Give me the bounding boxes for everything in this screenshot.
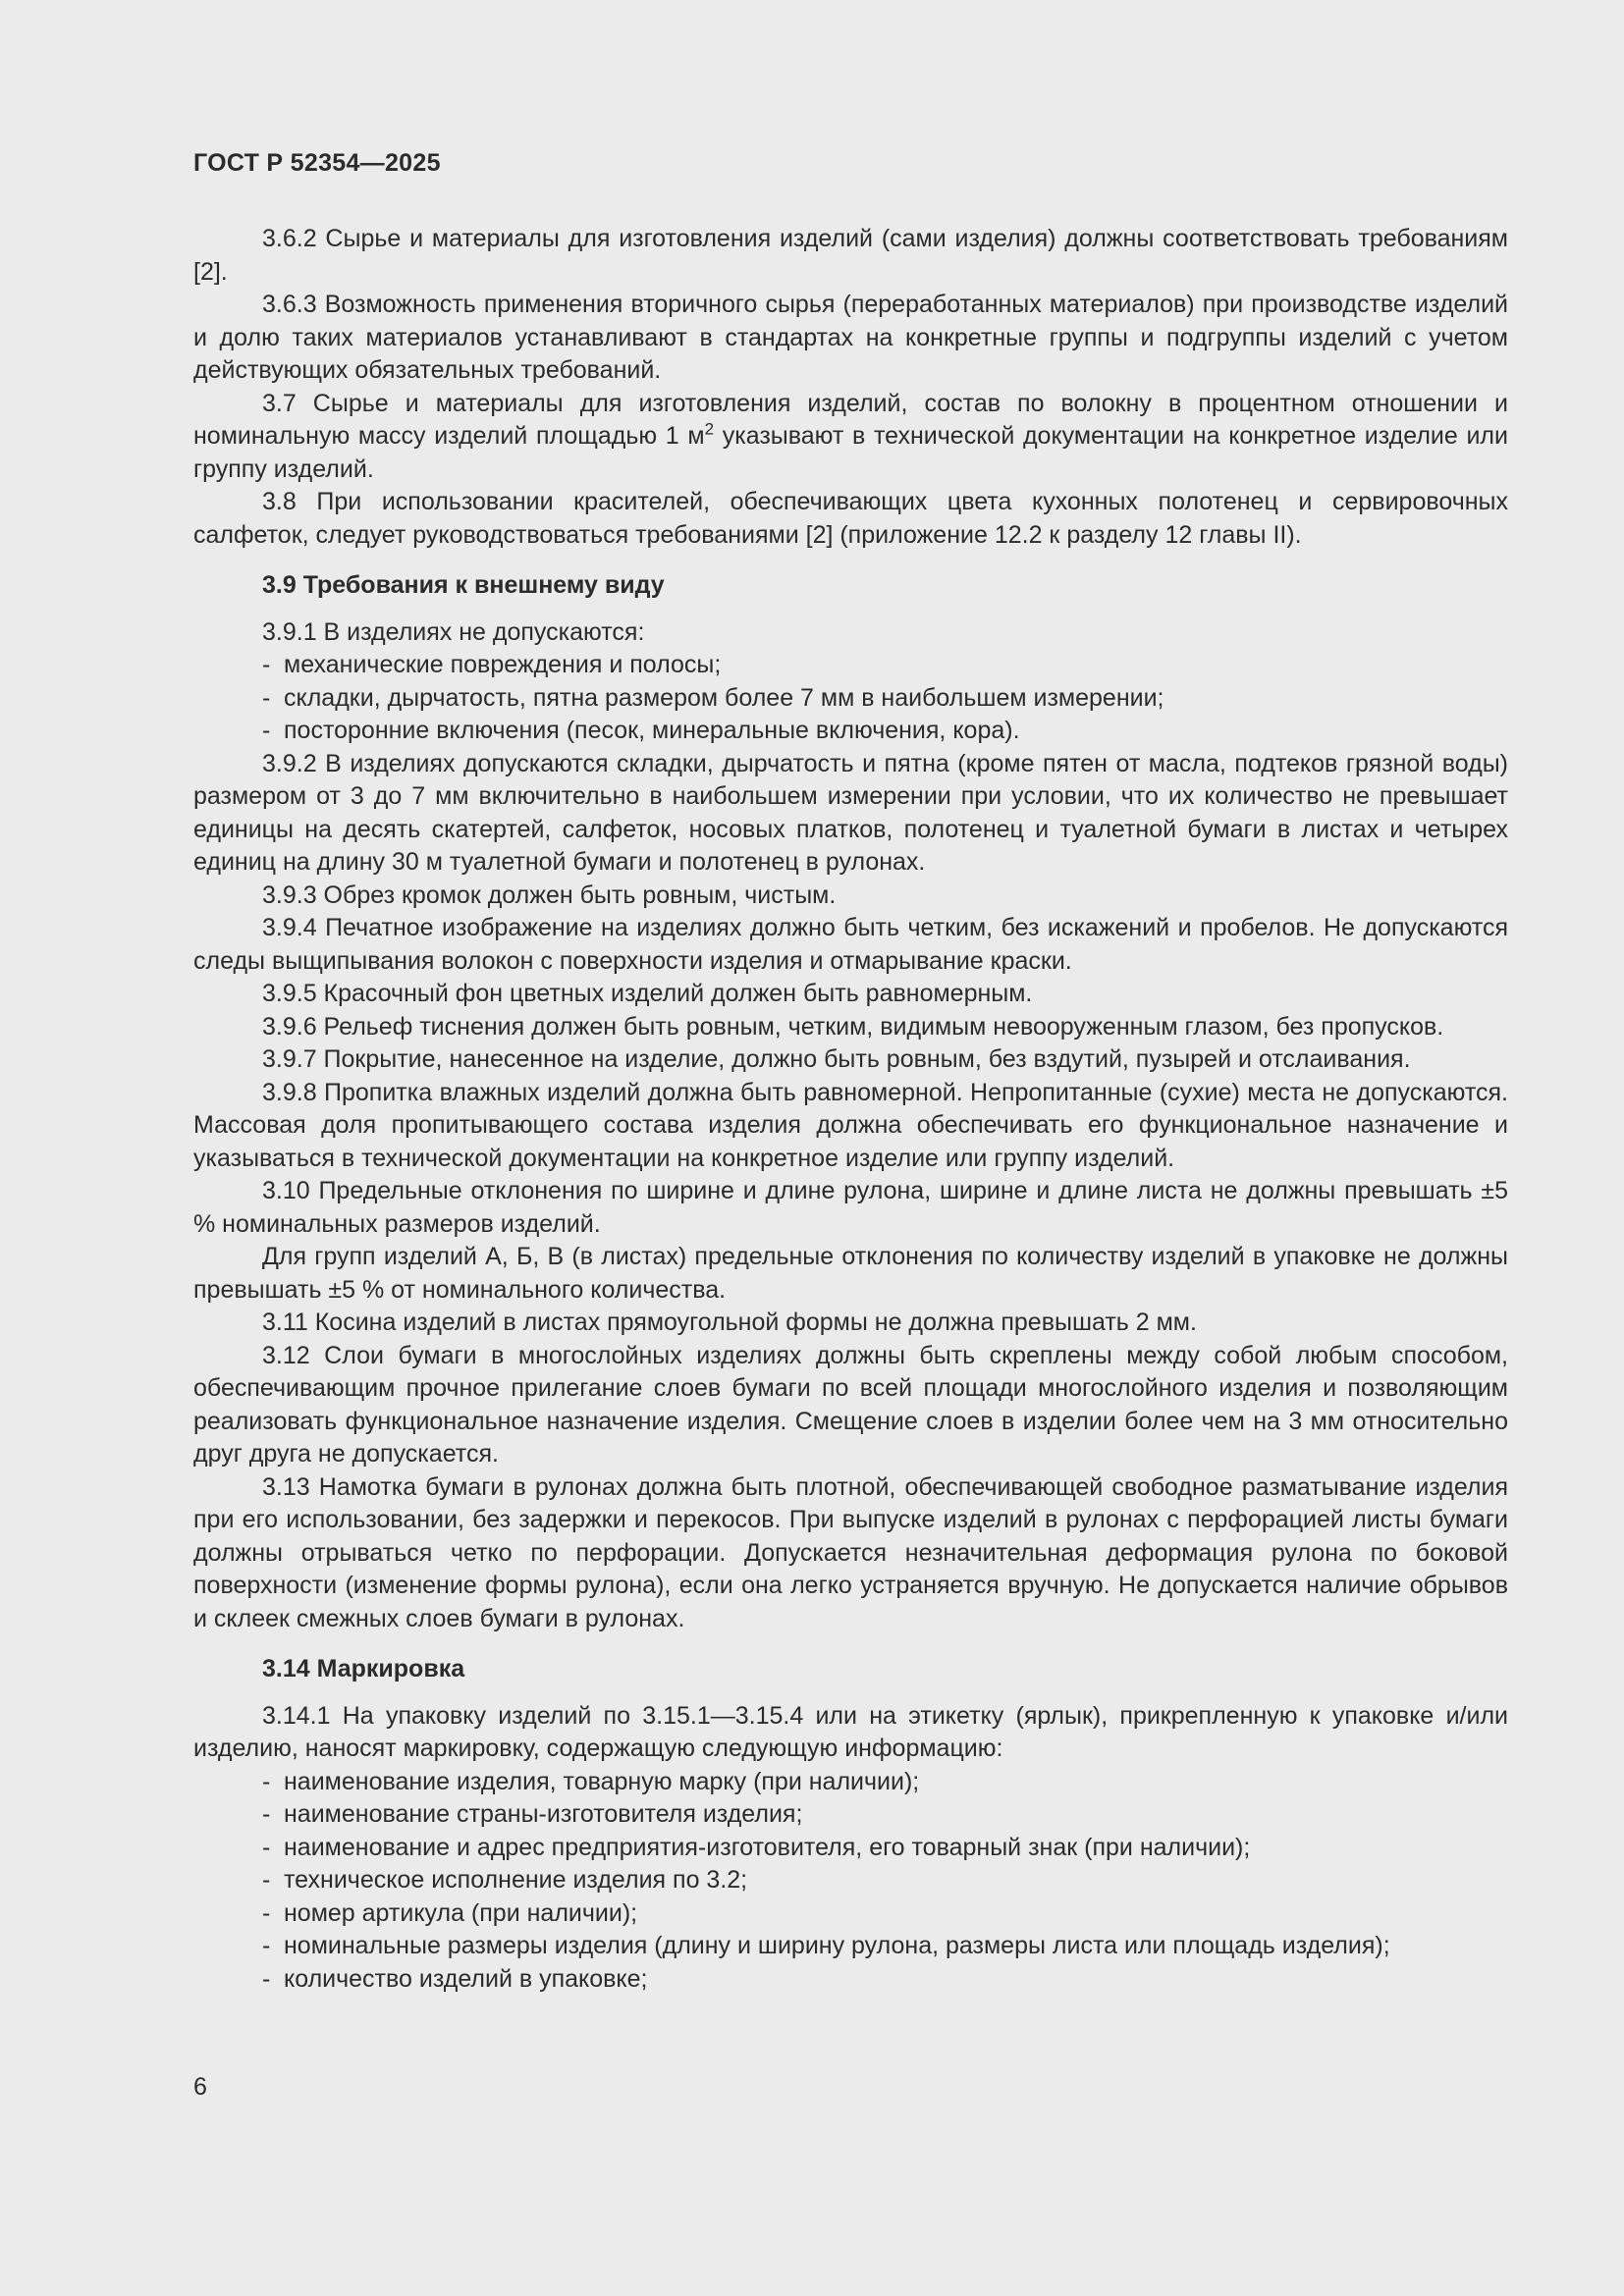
list-item-text: наименование страны-изготовителя изделия; [284,1800,803,1828]
list-item [193,1897,1508,1931]
paragraph: 3.9.6 Рельеф тиснения должен быть ровным, четким, видимым невооруженным глазом, без пропусков. [262,1012,1444,1041]
paragraph: 3.9.5 Красочный фон цветных изделий должен быть равномерным. [262,980,1033,1007]
list-item-text: техническое исполнение изделия по 3.2; [284,1866,748,1894]
bullet-list-3-14-1 [193,1766,1508,1997]
list-item [193,715,1508,748]
list-item-text: наименование и адрес предприятия-изготовителя, его товарный знак (при наличии); [284,1833,1251,1861]
paragraph: 3.13 Намотка бумаги в рулонах должна быть плотной, обеспечивающей свободное разматывание изделия при его использовании, без задержки и перекосов. При выпуске изделий в рулонах с перфорацией листы бумаги должны отрываться четко по перфорации. Допускается незначительная деформация рулона по боковой поверхности (изменение формы рулона), если она легко устраняется вручную. Не допускается наличие обрывов и склеек смежных слоев бумаги в рулонах. [193,1472,1508,1632]
paragraph: 3.9.2 В изделиях допускаются складки, дырчатость и пятна (кроме пятен от масла, подтеков грязной воды) размером от 3 до 7 мм включительно в наибольшем измерении при условии, что их количество не превышает единицы на десять скатертей, салфеток, носовых платков, полотенец и туалетной бумаги в листах и четырех единиц на длину 30 м туалетной бумаги и полотенец в рулонах. [193,749,1508,876]
bullet-dash: - [262,1964,271,1993]
paragraph-3-7 [193,388,1508,487]
list-item-text: механические повреждения и полосы; [284,651,722,678]
paragraph: 3.12 Слои бумаги в многослойных изделиях должны быть скреплены между собой любым способом, обеспечивающим прочное прилегание слоев бумаги по всей площади многослойного изделия и позволяющим реализовать функциональное назначение изделия. Смещение слоев в изделии более чем на 3 мм относительно друг друга не допускается. [193,1341,1508,1468]
list-item-text: номинальные размеры изделия (длину и ширину рулона, размеры листа или площадь изделия); [284,1932,1390,1959]
section-heading-3-14: 3.14 Маркировка [262,1655,465,1682]
bullet-dash: - [262,717,271,744]
document-body [193,223,1508,1996]
list-item-text: наименование изделия, товарную марку (при наличии); [284,1767,920,1795]
document-header: ГОСТ Р 52354—2025 [193,149,441,177]
paragraph: 3.10 Предельные отклонения по ширине и длине рулона, ширине и длине листа не должны превышать ±5 % номинальных размеров изделий. [193,1177,1508,1238]
superscript-2: 2 [704,419,715,439]
paragraph-3-9-1: 3.9.1 В изделиях не допускаются: [262,617,645,646]
paragraph: 3.11 Косина изделий в листах прямоугольной формы не должна превышать 2 мм. [262,1308,1197,1336]
list-item-text: номер артикула (при наличии); [284,1898,638,1927]
bullet-dash: - [262,1833,271,1861]
list-item [193,1930,1508,1963]
bullet-dash: - [262,1866,271,1894]
section-3-6-3-7 [193,223,1508,388]
paragraph-3-7-text-end: указывают в технической документации на конкретное изделие или группу изделий. [193,422,1508,483]
bullet-dash: - [262,1767,271,1795]
bullet-dash: - [262,1898,271,1927]
list-item [193,1766,1508,1799]
bullet-dash: - [262,683,271,712]
bullet-dash: - [262,1800,271,1828]
paragraph-3-8: 3.8 При использовании красителей, обеспечивающих цвета кухонных полотенец и сервировочных салфеток, следует руководствоваться требованиями [2] (приложение 12.2 к разделу 12 главы II). [193,488,1508,549]
list-item-text: складки, дырчатость, пятна размером более 7 мм в наибольшем измерении; [284,683,1164,712]
page-number: 6 [193,2073,207,2101]
paragraph: 3.9.8 Пропитка влажных изделий должна быть равномерной. Непропитанные (сухие) места не допускаются. Массовая доля пропитывающего состава изделия должна обеспечивать его функциональное назначение и указываться в технической документации на конкретное изделие или группу изделий. [193,1078,1508,1172]
paragraph-3-7-text: 3.7 Сырье и материалы для изготовления изделий, состав по волокну в процентном отношении и номинальную массу изделий площадью 1 м [193,389,1508,450]
list-item [193,649,1508,682]
list-item-text: посторонние включения (песок, минеральные включения, кора). [284,717,1020,744]
section-3-9-2-3-13 [193,748,1508,1636]
list-item [193,1798,1508,1832]
paragraph-3-14-1: 3.14.1 На упаковку изделий по 3.15.1—3.15.4 или на этикетку (ярлык), прикрепленную к упаковке и/или изделию, наносят маркировку, содержащую следующую информацию: [193,1701,1508,1762]
bullet-dash: - [262,1932,271,1959]
paragraph: 3.9.3 Обрез кромок должен быть ровным, чистым. [262,881,837,909]
list-item-text: количество изделий в упаковке; [284,1964,648,1993]
section-heading-3-9: 3.9 Требования к внешнему виду [262,571,665,599]
bullet-list-3-9-1 [193,649,1508,748]
paragraph: 3.9.4 Печатное изображение на изделиях должно быть четким, без искажений и пробелов. Не допускаются следы выщипывания волокон с поверхности изделия и отмарывание краски. [193,914,1508,975]
list-item [193,682,1508,716]
paragraph: 3.6.3 Возможность применения вторичного сырья (переработанных материалов) при производстве изделий и долю таких материалов устанавливают в стандартах на конкретные группы и подгруппы изделий с учетом действующих обязательных требований. [193,291,1508,384]
paragraph: 3.6.2 Сырье и материалы для изготовления изделий (сами изделия) должны соответствовать требованиям [2]. [193,225,1508,286]
list-item [193,1963,1508,1997]
list-item [193,1832,1508,1865]
bullet-dash: - [262,651,271,678]
paragraph: Для групп изделий А, Б, В (в листах) предельные отклонения по количеству изделий в упаковке не должны превышать ±5 % от номинального количества. [193,1243,1508,1304]
list-item [193,1864,1508,1897]
paragraph: 3.9.7 Покрытие, нанесенное на изделие, должно быть ровным, без вздутий, пузырей и отслаивания. [262,1045,1411,1073]
